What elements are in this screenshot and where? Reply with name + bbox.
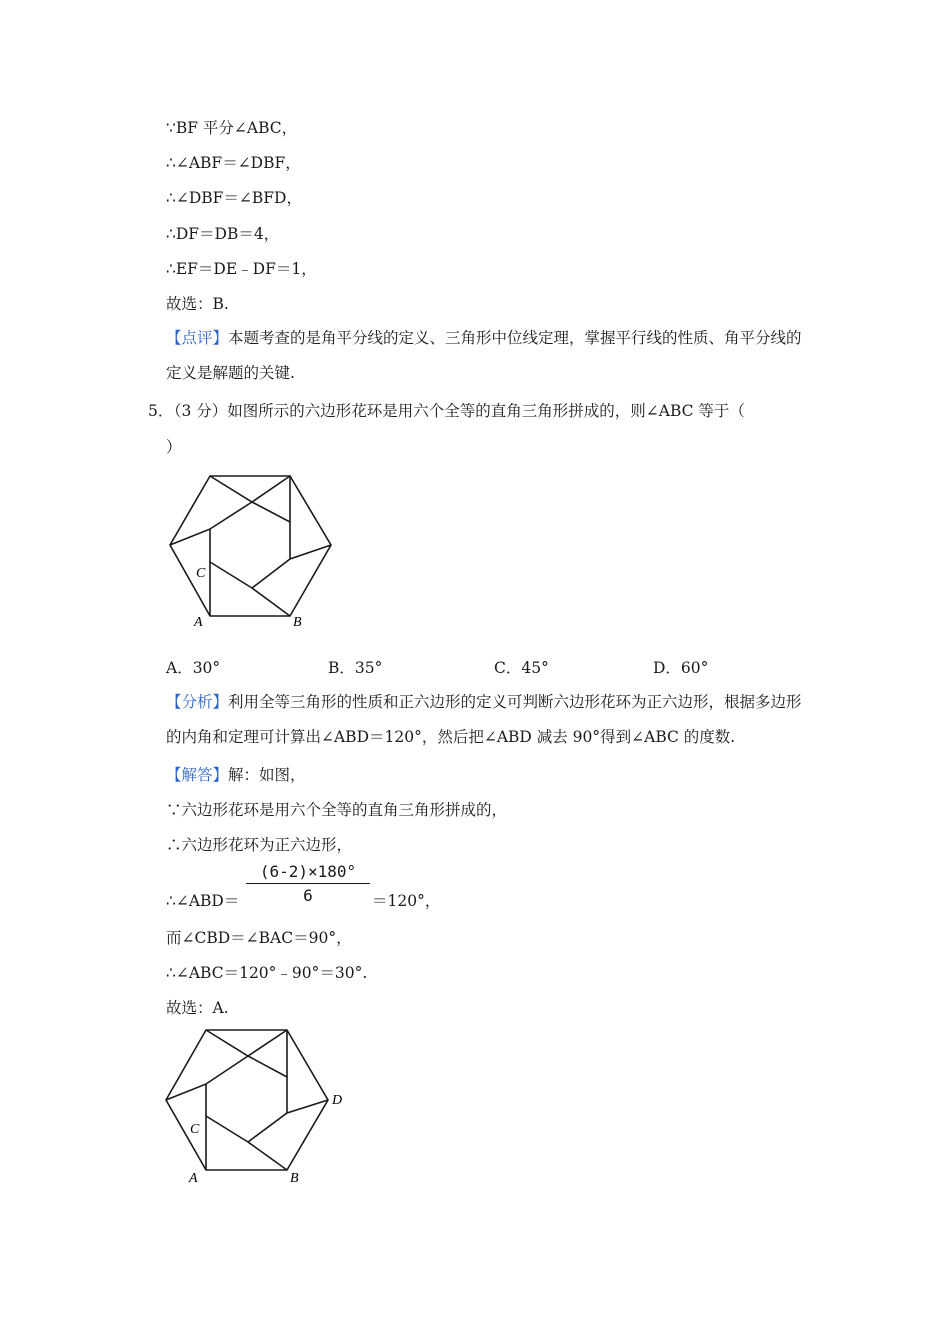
solution-line-3-suffix: ＝120°， (372, 892, 441, 910)
fraction-denominator: 6 (303, 886, 313, 905)
question-hexagon-figure (160, 464, 345, 634)
question-figure-label-c: C (196, 566, 206, 581)
solution-intro: 解：如图， (228, 766, 306, 784)
solution-line-1: ∵六边形花环是用六个全等的直角三角形拼成的， (166, 801, 508, 819)
comment-block (166, 321, 806, 391)
solution-answer: 故选：A. (166, 999, 229, 1017)
solution-hexagon-figure (154, 1022, 354, 1190)
fraction-numerator: (6-2)×180° (246, 862, 370, 884)
prev-solution-line-1: ∵BF 平分∠ABC， (166, 119, 298, 137)
solution-figure-label-a: A (189, 1171, 198, 1186)
prev-solution-line-4: ∴DF＝DB＝4， (166, 225, 280, 243)
option-d: D．60° (653, 659, 709, 677)
analysis-tag: 【分析】 (166, 693, 229, 711)
solution-figure-label-c: C (190, 1122, 200, 1137)
question-figure-label-b: B (293, 615, 302, 630)
question-figure-label-a: A (194, 615, 203, 630)
prev-solution-answer: 故选：B. (166, 295, 229, 313)
comment-tag: 【点评】 (166, 329, 229, 347)
solution-line-5: ∴∠ABC＝120°﹣90°＝30°. (166, 964, 368, 982)
prev-solution-line-3: ∴∠DBF＝∠BFD， (166, 189, 302, 207)
analysis-text: 利用全等三角形的性质和正六边形的定义可判断六边形花环为正六边形，根据多边形的内角和定理可计算出∠ABD＝120°，然后把∠ABD 减去 90°得到∠ABC 的度数. (166, 693, 802, 746)
option-a: A．30° (166, 659, 221, 677)
solution-tag: 【解答】 (166, 766, 229, 784)
analysis-block (166, 685, 806, 755)
solution-line-3-prefix: ∴∠ABD＝ (166, 892, 240, 910)
option-b: B．35° (328, 659, 383, 677)
option-c: C．45° (494, 659, 549, 677)
comment-text: 本题考查的是角平分线的定义、三角形中位线定理，掌握平行线的性质、角平分线的定义是解题的关键. (166, 329, 802, 382)
question-number: 5． (148, 402, 174, 420)
solution-intro-line (166, 765, 306, 785)
solution-line-2: ∴六边形花环为正六边形， (166, 836, 353, 854)
prev-solution-line-5: ∴EF＝DE﹣DF＝1， (166, 260, 317, 278)
solution-figure-label-b: B (290, 1171, 299, 1186)
prev-solution-line-2: ∴∠ABF＝∠DBF， (166, 154, 301, 172)
question-text: （3 分）如图所示的六边形花环是用六个全等的直角三角形拼成的，则∠ABC 等于（ (166, 402, 745, 420)
question-text-cont: ） (166, 438, 182, 456)
solution-figure-label-d: D (332, 1093, 343, 1108)
solution-line-4: 而∠CBD＝∠BAC＝90°， (166, 929, 352, 947)
solution-fraction (246, 862, 370, 905)
